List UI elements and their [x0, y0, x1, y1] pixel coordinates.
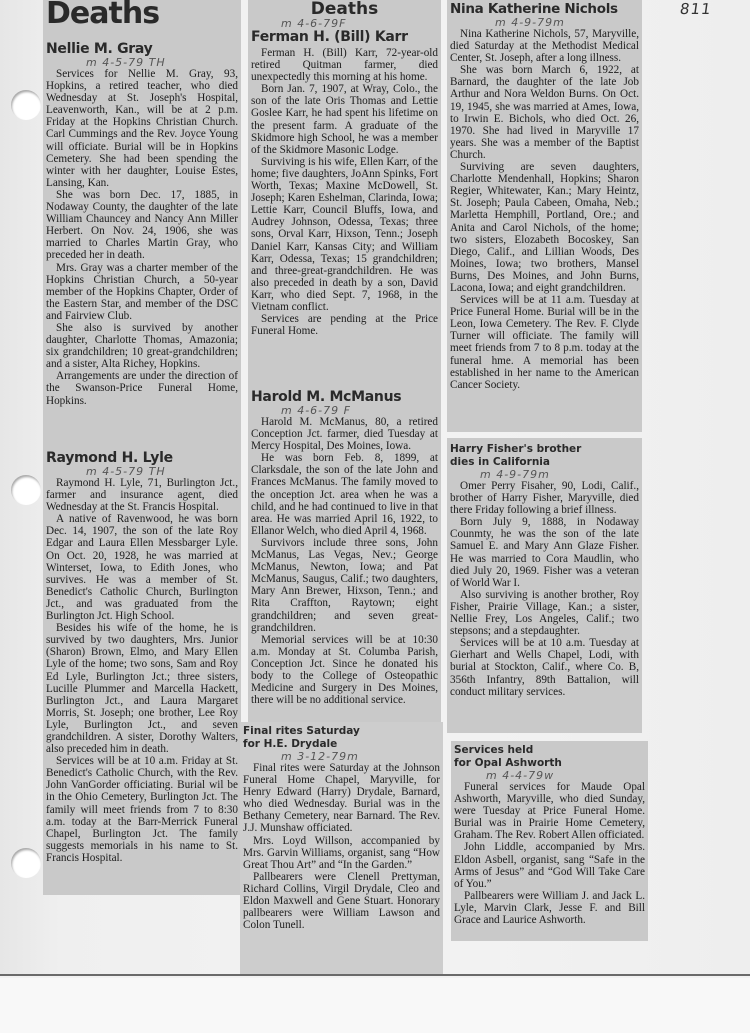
headline: for Opal Ashworth: [454, 757, 562, 769]
handwritten-note: m 4-9-79m: [495, 16, 565, 29]
clipping-nichols: [447, 0, 642, 432]
obituary-name: Nellie M. Gray: [46, 41, 153, 57]
page-margin: [0, 978, 750, 1033]
obituary-paragraph: Services will be at 10 a.m. Friday at St. Benedict's Catholic Church, with the Rev. John VanGorder officiating. Burial wil be in the Ohio Cemetery, Burlington Jct. The family will meet friends from 7 to 8:30 a.m. today at the Barr-Merrick Funeral Chapel, Burlington Jct. The family suggests memorials in his name to St. Francis Hospital.: [46, 755, 238, 864]
obituary-name: Ferman H. (Bill) Karr: [251, 29, 408, 45]
obituary-name: Harold M. McManus: [251, 389, 402, 405]
handwritten-note: m 4-6-79F: [281, 17, 347, 30]
obituary-paragraph: Final rites were Saturday at the Johnson Funeral Home Chapel, Maryville, for Henry Edward (Harry) Drydale, Barnard, who died Wednesday. Burial was in the Bethany Cemetery, near Barnard. The Rev. J.J. Munshaw officiated.: [243, 762, 440, 835]
obituary-paragraph: Raymond H. Lyle, 71, Burlington Jct., farmer and insurance agent, died Wednesday at the St. Francis Hospital.: [46, 477, 238, 514]
obituary-paragraph: Services for Nellie M. Gray, 93, Hopkins, a retired teacher, who died Wednesday at St. Joseph's Hospital, Leavenworth, Kan., will be at 2 p.m. Friday at the Hopkins Christian Church. Carl Cummings and the Rev. Joyce Young will officiate. Burial will be in Hopkins Cemetery. She had been spending the winter with her daughter, Louise Estes, Lansing, Kan.: [46, 68, 238, 189]
clipping-gray: [43, 0, 241, 447]
obituary-paragraph: Harold M. McManus, 80, a retired Conception Jct. farmer, died Tuesday at Mercy Hospital, Des Moines, Iowa.: [251, 416, 438, 453]
headline: for H.E. Drydale: [243, 738, 338, 750]
obituary-paragraph: Arrangements are under the direction of the Swanson-Price Funeral Home, Hopkins.: [46, 370, 238, 407]
handwritten-note: m 4-5-79 TH: [86, 56, 166, 69]
obituary-paragraph: Omer Perry Fisaher, 90, Lodi, Calif., brother of Harry Fisher, Maryville, died there Friday following a brief illness.: [450, 480, 639, 517]
handwritten-note: m 4-4-79w: [486, 769, 555, 782]
obituary-paragraph: Besides his wife of the home, he is survived by two daughters, Mrs. Junior (Sharon) Brown, Elmo, and Mary Ellen Lyle of the home; two sons, Sam and Roy Ed Lyle, Burlington Jct.; three sisters, Lucille Plummer and Marcella Hackett, Burlington Jct., and Laura Margaret Morris, St. Joseph; one brother, Lee Roy Lyle, Burlington Jct., and seven grandchildren. A sister, Dorothy Walters, also preceded him in death.: [46, 622, 238, 756]
obituary-paragraph: Surviving are seven daughters, Charlotte Mendenhall, Hopkins; Sharon Regier, Whitewater, Kan.; Mary Heintz, St. Joseph; Paula Cabeen, Omaha, Neb.; Marletta Hemphill, Portland, Ore.; and Anita and Carol Nichols, of the home; two sisters, Elozabeth Bocoskey, San Diego, Calif., and Lillian Woods, Des Moines, Iowa; two brothers, Mansel Burns, Des Moines, and John Burns, Lacona, Iowa; and eight grandchildren.: [450, 161, 639, 294]
headline: Harry Fisher's brother: [450, 443, 582, 455]
obituary-paragraph: Born Jan. 7, 1907, at Wray, Colo., the son of the late Oris Thomas and Lettie Goslee Karr, he had spent his lifetime on the present farm. A graduate of the Skidmore high School, he was a member of the Skidmore Masonic Lodge.: [251, 83, 438, 156]
binder-hole: [11, 475, 41, 505]
obituary-paragraph: Services will be at 11 a.m. Tuesday at Price Funeral Home. Burial will be in the Leon, Iowa Cemetery. The Rev. F. Clyde Turner will officiate. The family will meet friends from 7 to 8 p.m. today at the funeral hme. A memorial has been established in her name to the American Cancer Society.: [450, 294, 639, 391]
obituary-paragraph: He was born Feb. 8, 1899, at Clarksdale, the son of the late John and Frances McManus. The family moved to the onception Jct. area when he was a child, and he had continued to live in that area. He was married April 16, 1922, to Ellanor Welch, who died April 4, 1968.: [251, 452, 438, 537]
handwritten-note: m 3-12-79m: [281, 750, 359, 763]
binder-hole: [11, 848, 41, 878]
masthead: Deaths: [46, 0, 160, 31]
clipping-karr: [248, 0, 441, 387]
headline: dies in California: [450, 456, 550, 468]
obituary-name: Raymond H. Lyle: [46, 450, 173, 466]
obituary-paragraph: Surviving is his wife, Ellen Karr, of the home; five daughters, JoAnn Spinks, Fort Worth, Texas; Maxine McDowell, St. Joseph; Karen Eshelman, Clarinda, Iowa; Lettie Karr, Council Bluffs, Iowa, and Audrey Johnson, Odessa, Texas; three sons, Orval Karr, Hixson, Tenn.; Joseph Daniel Karr, Kansas City; and William Karr, Odessa, Texas; 15 grandchildren; and three-great-grandchildren. He was also preceded in death by a son, David Karr, who died Sept. 7, 1968, in the Vietnam conflict.: [251, 155, 438, 313]
clipping-ashworth: [451, 741, 648, 941]
obituary-paragraph: Ferman H. (Bill) Karr, 72-year-old retired Quitman farmer, died unexpectedly this morning at his home.: [251, 47, 438, 84]
obituary-name: Nina Katherine Nichols: [450, 1, 618, 17]
clipping-drydale: [240, 722, 443, 974]
obituary-paragraph: Pallbearers were Clenell Prettyman, Richard Collins, Virgil Drydale, Cleo and Eldon Maxwell and Gene Stuart. Honorary pallbearers were William Lawson and Colon Tunell.: [243, 870, 440, 932]
obituary-paragraph: Mrs. Gray was a charter member of the Hopkins Christian Church, a 50-year member of the Hopkins Chapter, Order of the Eastern Star, and member of the DSC and Fairview Club.: [46, 261, 238, 322]
obituary-paragraph: She also is survived by another daughter, Charlotte Thomas, Amazonia; six grandchildren; 10 great-grandchildren; and a sister, Alta Richey, Hopkins.: [46, 321, 238, 371]
obituary-paragraph: She was born Dec. 17, 1885, in Nodaway County, the daughter of the late William Chauncey and Nancy Ann Miller Herbert. On Nov. 24, 1906, she was married to Charles Martin Gray, who preceded her in death.: [46, 188, 238, 262]
obituary-paragraph: A native of Ravenwood, he was born Dec. 14, 1907, the son of the late Roy Edgar and Laura Ellen Messbarger Lyle. On Oct. 20, 1928, he was married at Winterset, Iowa, to Edith Jones, who survives. He was a member of St. Benedict's Catholic Church, Burlington Jct., and was graduated from the Burlington Jct. High School.: [46, 513, 238, 623]
headline: Final rites Saturday: [243, 725, 360, 737]
obituary-paragraph: Also surviving is another brother, Roy Fisher, Prairie Village, Kan.; a sister, Nellie Frey, Los Angeles, Calif.; two stepsons; and a stepdaughter.: [450, 588, 639, 638]
obituary-paragraph: Born July 9, 1888, in Nodaway Counmty, he was the son of the late Samuel E. and Mary Ann Glaze Fisher. He was married to Cora Maudlin, who died July 20, 1969. Fisher was a veteran of World War I.: [450, 516, 639, 589]
masthead-small: Deaths: [310, 0, 379, 19]
handwritten-note: m 4-5-79 TH: [86, 465, 166, 478]
obituary-paragraph: Pallbearers were William J. and Jack L. Lyle, Marvin Clark, Jesse F. and Bill Grace and Laurice Ashworth.: [454, 889, 645, 927]
obituary-paragraph: Survivors include three sons, John McManus, Las Vegas, Nev.; George McManus, Newton, Iowa; and Pat McManus, Saugus, Calif.; two daughters, Mary Ann Brewer, Hixson, Tenn.; and Rita Craffton, Raytown; eight grandchildren; and seven great-grandchildren.: [251, 536, 438, 634]
obituary-paragraph: John Liddle, accompanied by Mrs. Eldon Asbell, organist, sang “Safe in the Arms of Jesus” and “God Will Take Care of You.”: [454, 841, 645, 890]
obituary-paragraph: She was born March 6, 1922, at Barnard, the daughter of the late Job Arthur and Nora Weldon Burns. On Oct. 19, 1945, she was married at Ames, Iowa, to Irwin E. Bichols, who died Oct. 26, 1970. She had lived in Maryville 17 years. She was a member of the Baptist Church.: [450, 64, 639, 161]
clipping-mcmanus: [248, 387, 441, 722]
clipping-lyle: [43, 447, 241, 895]
obituary-paragraph: Services will be at 10 a.m. Tuesday at Gierhart and Wells Chapel, Lodi, with burial at Stockton, Calif., where Co. B, 356th Infantry, 89th Battalion, will conduct military services.: [450, 637, 639, 698]
obituary-paragraph: Funeral services for Maude Opal Ashworth, Maryville, who died Sunday, were Tuesday at Price Funeral Home. Burial was in Prairie Home Cemetery, Graham. The Rev. Robert Allen officiated.: [454, 781, 645, 842]
headline: Services held: [454, 744, 534, 756]
obituary-paragraph: Memorial services will be at 10:30 a.m. Monday at St. Columba Parish, Conception Jct. Since he donated his body to the College of Osteopathic Medicine and Surgery in Des Moines, there will be no additional service.: [251, 633, 438, 707]
obituary-paragraph: Services are pending at the Price Funeral Home.: [251, 313, 438, 338]
clipping-fisher: [447, 438, 642, 733]
obituary-paragraph: Nina Katherine Nichols, 57, Maryville, died Saturday at the Methodist Medical Center, St. Joseph, after a long illness.: [450, 28, 639, 65]
obituary-paragraph: Mrs. Loyd Willson, accompanied by Mrs. Garvin Williams, organist, sang “How Great Thou Art” and “In the Garden.”: [243, 834, 440, 871]
handwritten-note: m 4-6-79 F: [281, 404, 351, 417]
page-number: 811: [678, 0, 713, 18]
binder-hole: [11, 90, 41, 120]
handwritten-note: m 4-9-79m: [480, 468, 550, 481]
